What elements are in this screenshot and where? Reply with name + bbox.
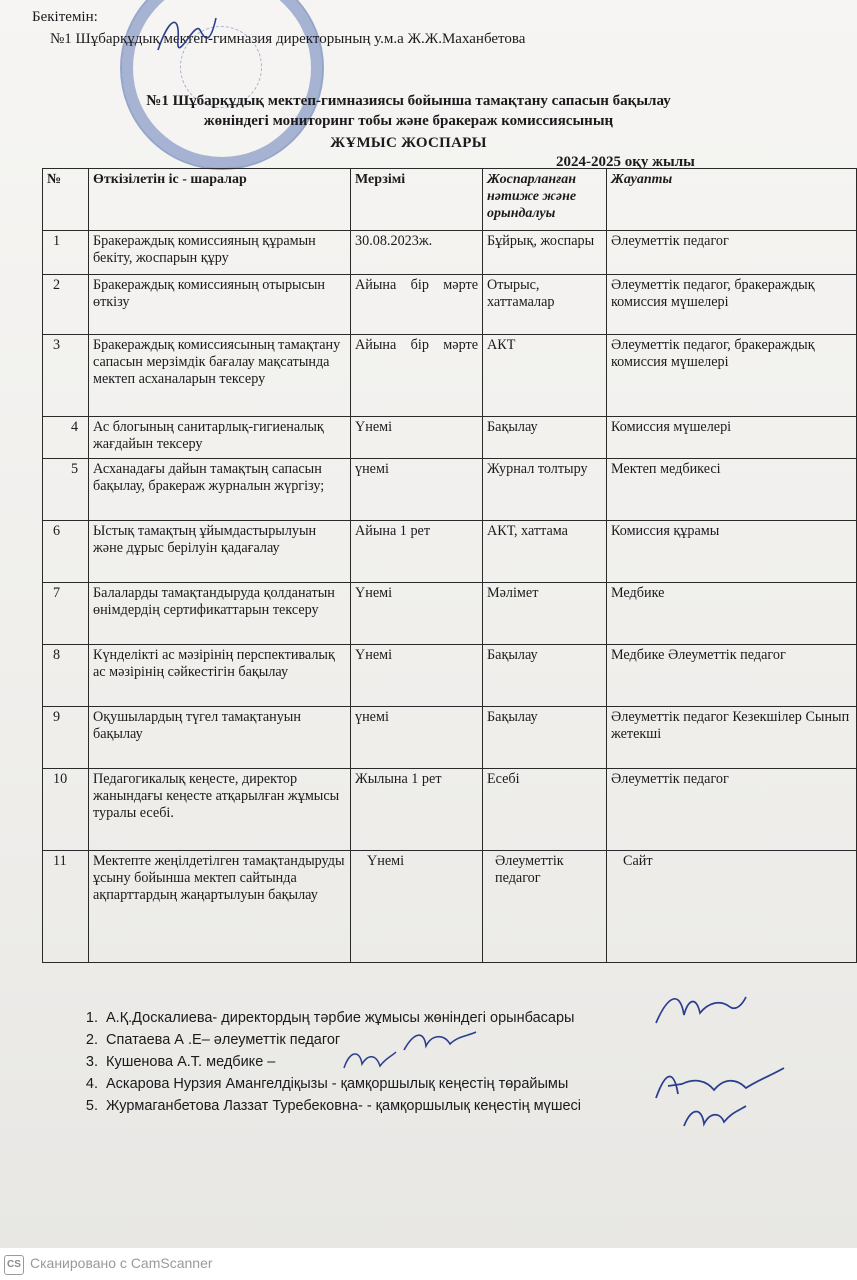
header-activity: Өткізілетін іс - шаралар bbox=[89, 169, 351, 231]
row-result: Әлеуметтік педагог bbox=[483, 851, 607, 963]
row-num: 2 bbox=[43, 275, 89, 335]
camscanner-watermark: Сканировано с CamScanner bbox=[30, 1255, 213, 1271]
row-num: 9 bbox=[43, 707, 89, 769]
table-row bbox=[43, 583, 857, 645]
row-result: Мәлімет bbox=[483, 583, 607, 645]
row-activity: Педагогикалық кеңесте, директор жанындағы кеңесте атқарылған жұмысы туралы есебі. bbox=[89, 769, 351, 851]
row-deadline: Айына бір мәрте bbox=[351, 275, 483, 335]
row-activity: Бракераждық комиссиясының тамақтану сапасын мерзімдік бағалау мақсатында мектеп асханаларын тексеру bbox=[89, 335, 351, 417]
table-row bbox=[43, 231, 857, 275]
row-deadline: үнемі bbox=[351, 707, 483, 769]
row-activity: Балаларды тамақтандыруда қолданатын өнімдердің сертификаттарын тексеру bbox=[89, 583, 351, 645]
row-deadline: Айына бір мәрте bbox=[351, 335, 483, 417]
table-row bbox=[43, 851, 857, 963]
row-deadline: Үнемі bbox=[351, 645, 483, 707]
row-num: 10 bbox=[43, 769, 89, 851]
table-row bbox=[43, 275, 857, 335]
row-num: 1 bbox=[43, 231, 89, 275]
header-deadline: Мерзімі bbox=[351, 169, 483, 231]
work-plan-table bbox=[42, 168, 857, 963]
row-deadline: үнемі bbox=[351, 459, 483, 521]
row-result: Журнал толтыру bbox=[483, 459, 607, 521]
row-responsible: Әлеуметтік педагог bbox=[607, 769, 857, 851]
row-activity: Ыстық тамақтың ұйымдастырылуын және дұрыс берілуін қадағалау bbox=[89, 521, 351, 583]
row-num: 8 bbox=[43, 645, 89, 707]
row-responsible: Әлеуметтік педагог bbox=[607, 231, 857, 275]
row-activity: Бракераждық комиссияның отырысын өткізу bbox=[89, 275, 351, 335]
row-responsible: Әлеуметтік педагог, бракераждық комиссия мүшелері bbox=[607, 275, 857, 335]
list-item: 3. Кушенова А.Т. медбике – bbox=[102, 1051, 581, 1073]
list-item: 1. А.Қ.Доскалиева- директордың тәрбие жұмысы жөніндегі орынбасары bbox=[102, 1007, 581, 1029]
row-deadline: Жылына 1 рет bbox=[351, 769, 483, 851]
row-responsible: Медбике Әлеуметтік педагог bbox=[607, 645, 857, 707]
table-row bbox=[43, 521, 857, 583]
row-num: 4 bbox=[43, 417, 89, 459]
row-num: 7 bbox=[43, 583, 89, 645]
row-result: АКТ, хаттама bbox=[483, 521, 607, 583]
row-num: 6 bbox=[43, 521, 89, 583]
signature-doskalieva bbox=[650, 985, 750, 1030]
approval-director: №1 Шұбарқұдық мектеп-гимназия директорының у.м.а Ж.Ж.Маханбетова bbox=[50, 31, 526, 47]
list-item: 5. Журмаганбетова Лаззат Туребековна- - қамқоршылық кеңестің мүшесі bbox=[102, 1095, 581, 1117]
document-title-line2: жөніндегі мониторинг тобы және бракераж комиссиясының bbox=[203, 113, 614, 129]
header-responsible: Жауапты bbox=[607, 169, 857, 231]
table-row bbox=[43, 769, 857, 851]
row-result: Бақылау bbox=[483, 707, 607, 769]
row-activity: Мектепте жеңілдетілген тамақтандыруды ұсыну бойынша мектеп сайтында ақпарттардың жаңартылуын бақылау bbox=[89, 851, 351, 963]
row-activity: Ас блогының санитарлық-гигиеналық жағдайын тексеру bbox=[89, 417, 351, 459]
document-title-main: ЖҰМЫС ЖОСПАРЫ bbox=[330, 135, 487, 151]
row-result: Есебі bbox=[483, 769, 607, 851]
approval-block bbox=[32, 6, 525, 50]
table-header-row bbox=[43, 169, 857, 231]
approval-label: Бекітемін: bbox=[32, 9, 98, 25]
list-item: 2. Спатаева А .Е– әлеуметтік педагог bbox=[102, 1029, 581, 1051]
row-deadline: 30.08.2023ж. bbox=[351, 231, 483, 275]
header-num: № bbox=[43, 169, 89, 231]
table-row bbox=[43, 707, 857, 769]
row-result: Бұйрық, жоспары bbox=[483, 231, 607, 275]
table-row bbox=[43, 459, 857, 521]
row-responsible: Әлеуметтік педагог, бракераждық комиссия мүшелері bbox=[607, 335, 857, 417]
signature-zhurmaganbetova bbox=[680, 1100, 750, 1132]
document-title-line1: №1 Шұбарқұдық мектеп-гимназиясы бойынша тамақтану сапасын бақылау bbox=[146, 93, 671, 109]
camscanner-logo-icon: CS bbox=[4, 1255, 24, 1275]
row-activity: Асханадағы дайын тамақтың сапасын бақылау, бракераж журналын жүргізу; bbox=[89, 459, 351, 521]
row-deadline: Үнемі bbox=[351, 851, 483, 963]
table-row bbox=[43, 645, 857, 707]
list-item: 4. Аскарова Нурзия Амангелдiқызы - қамқоршылық кеңестің төрайымы bbox=[102, 1073, 581, 1095]
header-result: Жоспарланған нәтиже және орындалуы bbox=[483, 169, 607, 231]
row-result: Бақылау bbox=[483, 645, 607, 707]
table-row bbox=[43, 335, 857, 417]
row-num: 3 bbox=[43, 335, 89, 417]
row-responsible: Сайт bbox=[607, 851, 857, 963]
row-activity: Бракераждық комиссияның құрамын бекіту, жоспарын құру bbox=[89, 231, 351, 275]
row-activity: Күнделікті ас мәзірінің перспективалық ас мәзірінің сәйкестігін бақылау bbox=[89, 645, 351, 707]
row-result: АКТ bbox=[483, 335, 607, 417]
academic-year: 2024-2025 оқу жылы bbox=[556, 154, 695, 170]
row-activity: Оқушылардың түгел тамақтануын бақылау bbox=[89, 707, 351, 769]
row-deadline: Үнемі bbox=[351, 417, 483, 459]
table-row bbox=[43, 417, 857, 459]
row-result: Отырыс, хаттамалар bbox=[483, 275, 607, 335]
row-deadline: Айына 1 рет bbox=[351, 521, 483, 583]
row-responsible: Комиссия құрамы bbox=[607, 521, 857, 583]
row-responsible: Комиссия мүшелері bbox=[607, 417, 857, 459]
row-result: Бақылау bbox=[483, 417, 607, 459]
row-num: 5 bbox=[43, 459, 89, 521]
row-deadline: Үнемі bbox=[351, 583, 483, 645]
row-num: 11 bbox=[43, 851, 89, 963]
row-responsible: Мектеп медбикесі bbox=[607, 459, 857, 521]
row-responsible: Медбике bbox=[607, 583, 857, 645]
signature-askarova bbox=[650, 1064, 790, 1104]
commission-members-list bbox=[72, 1007, 581, 1117]
row-responsible: Әлеуметтік педагог Кезекшілер Сынып жетекші bbox=[607, 707, 857, 769]
